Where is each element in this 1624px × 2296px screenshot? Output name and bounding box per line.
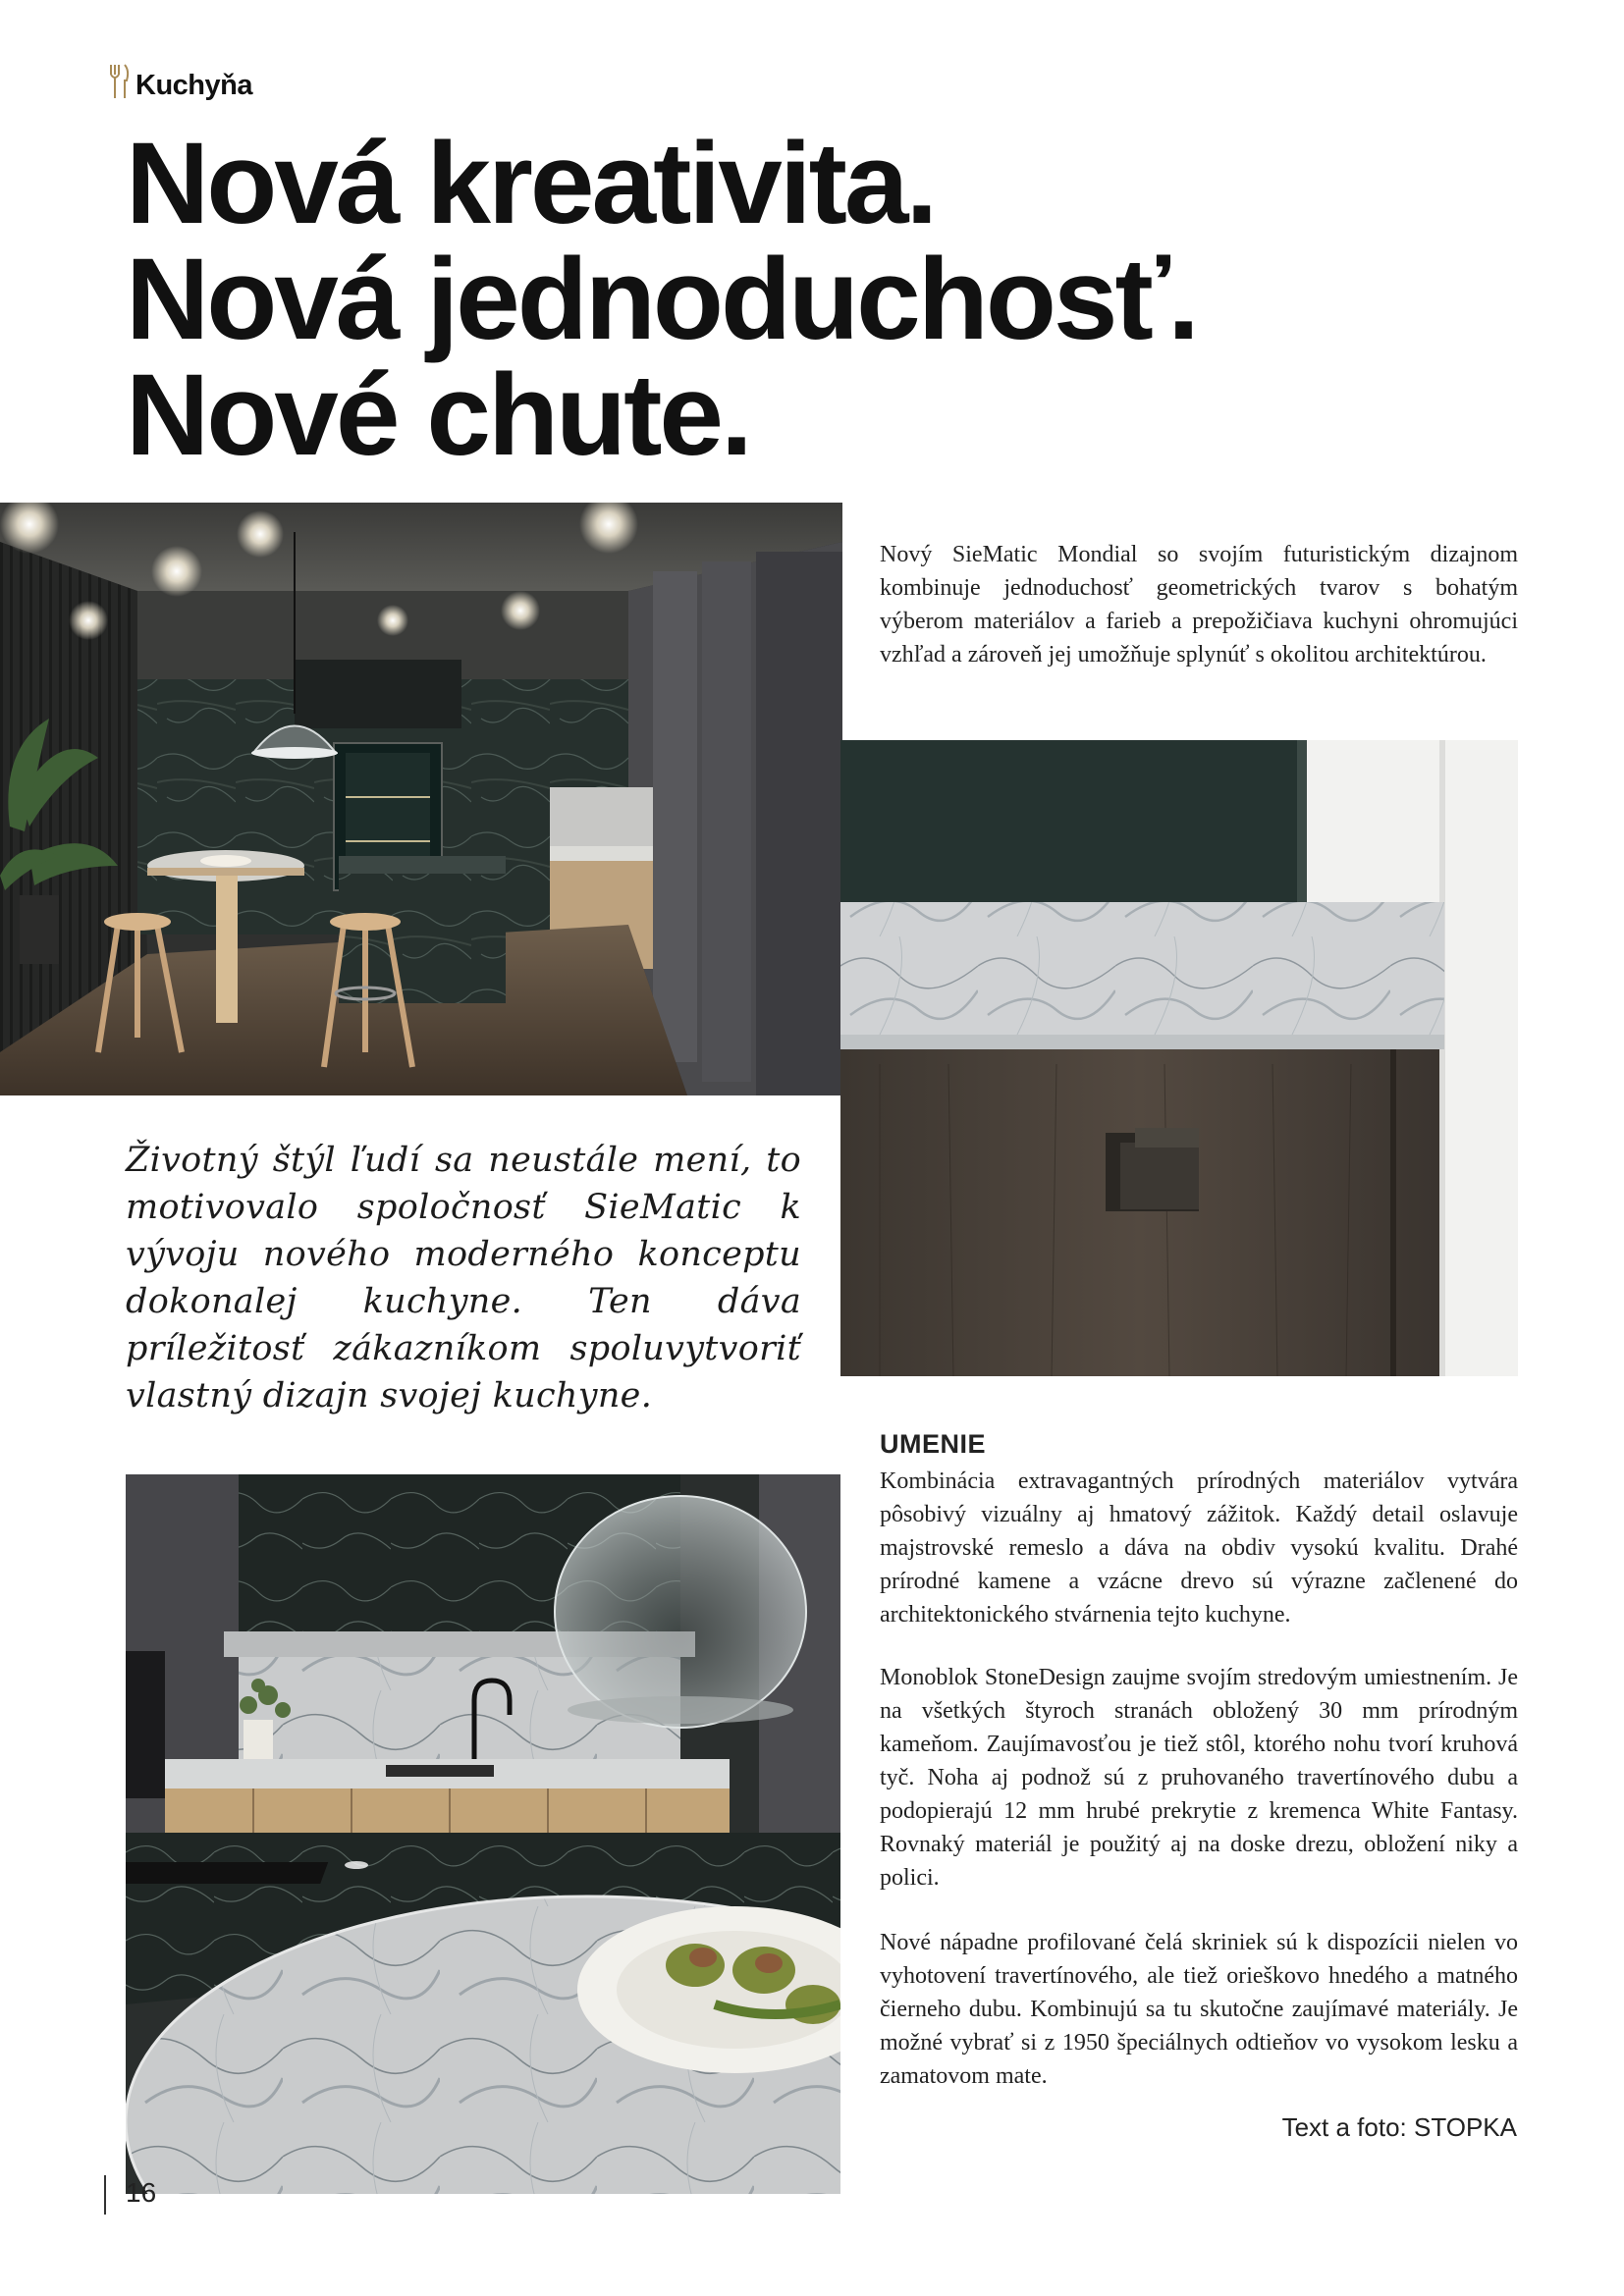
headline-line: Nové chute. — [126, 350, 750, 480]
body-paragraph: Monoblok StoneDesign zaujme svojím stredovým umiestnením. Je na všetkých štyroch stranách obložený 30 mm prírodným kameňom. Zaujímavosťou je tiež stôl, ktorého nohu tvorí kruhová tyč. Noha aj podnož sú z pruhovaného travertínového dubu a podopierajú 12 mm hrubé prekrytie z kremenca White Fantasy. Rovnaký materiál je použitý aj na doske drezu, obložení niky a polici. — [880, 1665, 1518, 1891]
body-paragraph: Kombinácia extravagantných prírodných materiálov vytvára pôsobivý vizuálny aj hmatový zážitok. Každý detail oslavuje majstrovské remeslo a dáva na obdiv vysokú kvalitu. Drahé prírodné kamene a vzácne drevo sú výrazne začlenené do architektonického stvárnenia tejto kuchyne. — [880, 1468, 1518, 1628]
page-number: 16 — [126, 2177, 157, 2208]
fork-knife-icon — [106, 61, 132, 100]
body-paragraph: Nové nápadne profilované čelá skriniek sú k dispozícii nielen vo vyhotovení travertínového, ale tiež orieškovo hnedého a matného čierneho dubu. Kombinujú sa tu skutočne zaujímavé materiály. Je možné vybrať si z 1950 špeciálnych odtieňov vo vysokom lesku a zamatovom mate. — [880, 1930, 1518, 2089]
photo-credit: Text a foto: STOPKA — [1281, 2112, 1517, 2142]
marble-counter-photo — [126, 1474, 840, 2194]
pull-quote: Životný štýl ľudí sa neustále mení, to motivovalo spoločnosť SieMatic k vývoju nového moderného konceptu dokonalej kuchyne. Ten dáva príležitosť zákazníkom spoluvytvoriť vlastný dizajn svojej kuchyne. — [126, 1141, 801, 1415]
kitchen-interior-photo — [0, 503, 842, 1095]
section-name: Kuchyňa — [135, 70, 252, 101]
headline-line: Nová kreativita. — [126, 119, 936, 248]
folio-divider — [104, 2175, 106, 2215]
headline-line: Nová jednoduchosť. — [126, 235, 1197, 364]
countertop-detail-photo — [840, 740, 1518, 1376]
headline — [126, 119, 1598, 480]
section-tag — [106, 61, 252, 100]
intro-text: Nový SieMatic Mondial so svojím futuristickým dizajnom kombinuje jednoduchosť geometrických tvarov s bohatým výberom materiálov a farieb a prepožičiava kuchyni ohromujúci vzhľad a zároveň jej umožňuje splynúť s okolitou architektúrou. — [880, 542, 1518, 667]
section-heading: UMENIE — [880, 1429, 987, 1459]
